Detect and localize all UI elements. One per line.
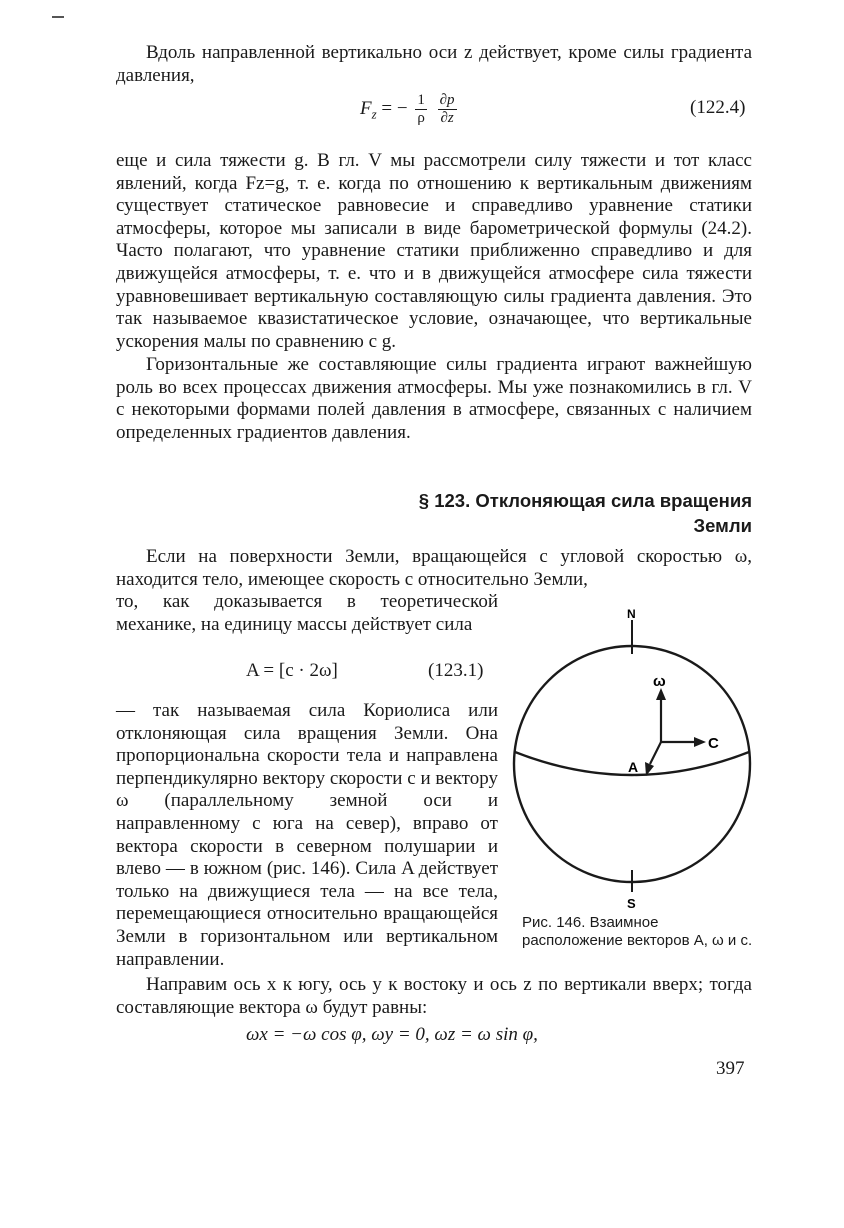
c-vector-arrowhead	[694, 737, 706, 747]
paragraph-coriolis-intro-wrap: то, как доказывается в теоретической механике, на единицу массы действует сила	[116, 591, 498, 635]
eq1-fraction-numerator: 1	[417, 92, 425, 108]
eq1-subscript: z	[371, 106, 377, 122]
equation-omega-components: ωx = −ω cos φ, ωy = 0, ωz = ω sin φ,	[246, 1024, 538, 1045]
paragraph-coriolis-intro: Если на поверхности Земли, вращающейся с угловой скоростью ω, находится тело, имеющее скорость c относительно Земли,	[116, 546, 752, 590]
eq1-equals: = −	[381, 97, 408, 119]
label-north: N	[627, 607, 636, 621]
eq1-derivative-numerator: ∂p	[439, 92, 455, 108]
eq1-fraction-derivative	[438, 92, 457, 127]
label-south: S	[627, 896, 636, 910]
eq1-fraction-density	[415, 92, 427, 127]
eq1-lhs: F	[360, 97, 372, 119]
paragraph-gravity-quasistatic: еще и сила тяжести g. В гл. V мы рассмотрели силу тяжести и тот класс явлений, когда Fz=g, т. е. когда по отношению к вертикальным движениям существует статическое равновесие и справедливо уравнение статики атмосферы, которое мы записали в виде барометрической формулы (24.2). Часто полагают, что уравнение статики приближенно справедливо и для движущейся атмосферы, т. е. что и в движущейся атмосфере сила тяжести уравновешивает вертикальную составляющую силы градиента давления. Это так называемое квазистатическое условие, означающее, что вертикальные ускорения малы по сравнению с g.	[116, 150, 752, 352]
equation-number-123-1: (123.1)	[428, 660, 484, 681]
a-vector-shaft	[650, 742, 661, 764]
eq1-derivative-denominator: ∂z	[440, 110, 454, 126]
label-omega: ω	[653, 673, 666, 690]
paragraph-coriolis-description: — так называемая сила Кориолиса или отклоняющая сила вращения Земли. Она пропорциональна скорости тела и направлена перпендикулярно вектору скорости c и вектору ω (параллельному земной оси и направленному с юга на север), вправо от вектора скорости в северном полушарии и влево — в южном (рис. 146). Сила A действует только на движущиеся тела — на все тела, перемещающиеся относительно вращающейся Земли в горизонтальном или вертикальном направлении.	[116, 700, 498, 970]
equation-122-4	[360, 92, 460, 127]
page-number: 397	[716, 1058, 745, 1079]
paragraph-axes-definition: Направим ось x к югу, ось y к востоку и ось z по вертикали вверх; тогда составляющие вектора ω будут равны:	[116, 974, 752, 1018]
equation-123-1: A = [c · 2ω]	[246, 660, 338, 681]
figure-146-caption: Рис. 146. Взаимное расположение векторов A, ω и c.	[522, 914, 753, 949]
paragraph-pressure-gradient-intro: Вдоль направленной вертикально оси z действует, кроме силы градиента давления,	[116, 42, 752, 86]
equation-number-122-4: (122.4)	[690, 97, 746, 118]
label-a: A	[628, 759, 639, 775]
paragraph-horizontal-components: Горизонтальные же составляющие силы градиента играют важнейшую роль во всех процессах движения атмосферы. Мы уже познакомились в гл. V с некоторыми формами полей давления в атмосфере, связанных с наличием определенных градиентов давления.	[116, 354, 752, 443]
section-heading-line2: Земли	[693, 515, 752, 536]
label-c: C	[708, 735, 719, 752]
section-heading-line1: § 123. Отклоняющая сила вращения	[418, 490, 752, 511]
scan-artifact-mark	[52, 16, 64, 18]
eq1-fraction-denominator: ρ	[417, 110, 425, 126]
figure-146-earth-vectors	[508, 600, 756, 910]
section-heading	[380, 488, 752, 538]
